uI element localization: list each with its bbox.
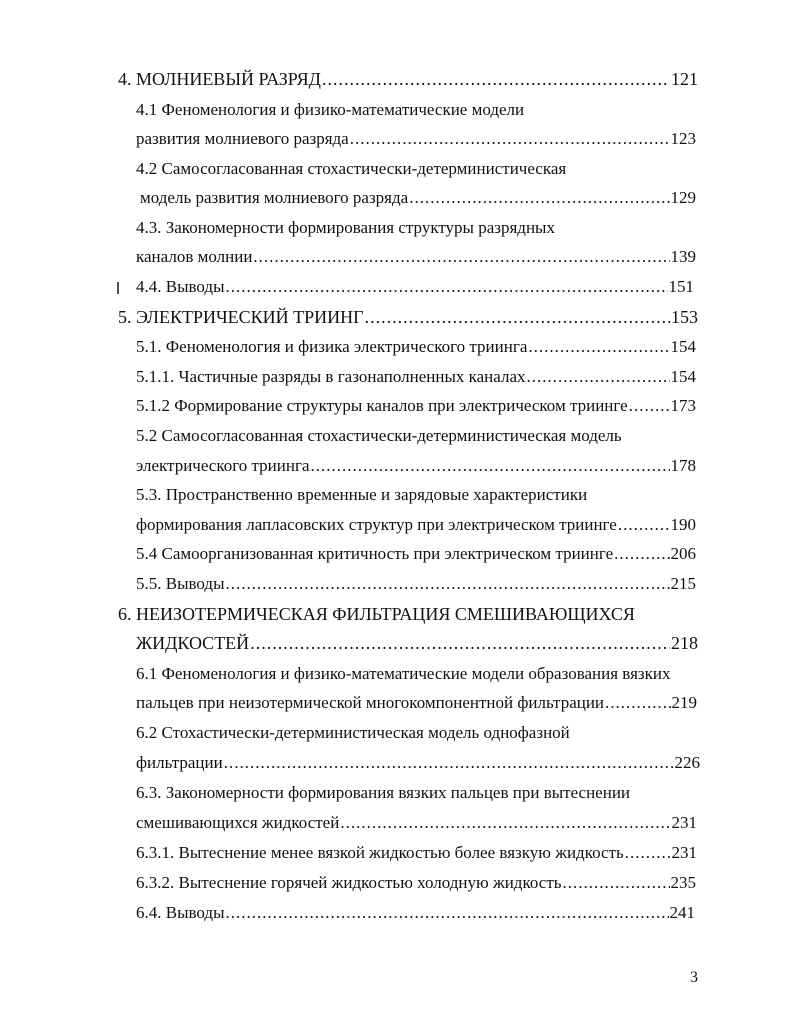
toc-entry-text: 5.5. Выводы (136, 574, 225, 593)
toc-entry-page: 231 (671, 813, 697, 832)
toc-entry-6-3 (136, 782, 630, 804)
toc-entry-6-2-cont (136, 752, 700, 774)
toc-entry-text: 5. ЭЛЕКТРИЧЕСКИЙ ТРИИНГ (118, 307, 364, 327)
toc-entry-6-1-cont (136, 692, 697, 714)
toc-entry-5-4 (136, 543, 696, 565)
toc-entry-text: 4.2 Самосогласованная стохастически-детерминистическая (136, 159, 567, 178)
toc-entry-4-3 (136, 217, 555, 239)
toc-entry-text: ЖИДКОСТЕЙ (136, 633, 250, 653)
toc-entry-4-1 (136, 99, 524, 121)
toc-entry-5-2-cont (136, 455, 696, 477)
toc-leader-dots (340, 812, 670, 834)
toc-entry-5-1-2 (136, 395, 696, 417)
toc-leader-dots (528, 336, 669, 358)
toc-entry-6-3-1 (136, 842, 697, 864)
toc-entry-text: 4.4. Выводы (136, 277, 225, 296)
toc-entry-text: 5.2 Самосогласованная стохастически-детерминистическая модель (136, 426, 622, 445)
toc-entry-page: 241 (669, 903, 695, 922)
toc-entry-text: фильтрации (136, 753, 223, 772)
toc-entry-chapter-4 (118, 68, 698, 90)
toc-entry-page: 154 (670, 367, 696, 386)
toc-entry-text: модель развития молниевого разряда (140, 188, 409, 207)
toc-entry-text: каналов молнии (136, 247, 253, 266)
toc-entry-text: 6.1 Феноменология и физико-математические модели образования вязких (136, 664, 671, 683)
toc-leader-dots (226, 573, 670, 595)
toc-entry-text: 4.3. Закономерности формирования структуры разрядных (136, 218, 555, 237)
toc-entry-text: пальцев при неизотермической многокомпонентной фильтрации (136, 693, 605, 712)
toc-leader-dots (226, 902, 669, 924)
toc-entry-text: 6. НЕИЗОТЕРМИЧЕСКАЯ ФИЛЬТРАЦИЯ СМЕШИВАЮЩИХСЯ (118, 604, 635, 624)
toc-entry-page: 215 (670, 574, 696, 593)
toc-entry-6-4 (136, 902, 695, 924)
toc-leader-dots (365, 306, 670, 328)
toc-leader-dots (618, 514, 670, 536)
toc-leader-dots (253, 246, 669, 268)
toc-leader-dots (409, 187, 669, 209)
toc-entry-page: 123 (670, 129, 696, 148)
toc-leader-dots (311, 455, 670, 477)
toc-entry-page: 190 (670, 515, 696, 534)
toc-entry-chapter-5 (118, 306, 698, 328)
toc-leader-dots (224, 752, 674, 774)
toc-entry-page: 219 (671, 693, 697, 712)
toc-entry-text: 5.3. Пространственно временные и зарядовые характеристики (136, 485, 588, 504)
toc-entry-text: смешивающихся жидкостей (136, 813, 340, 832)
toc-entry-text: 6.3.1. Вытеснение менее вязкой жидкостью более вязкую жидкость (136, 843, 624, 862)
toc-leader-dots (322, 68, 670, 90)
toc-entry-4-4 (136, 276, 694, 298)
toc-entry-text: развития молниевого разряда (136, 129, 349, 148)
toc-entry-page: 121 (671, 69, 698, 89)
toc-entry-text: 5.1. Феноменология и физика электрического триинга (136, 337, 528, 356)
toc-entry-6-1 (136, 663, 671, 685)
toc-entry-6-3-cont (136, 812, 697, 834)
toc-entry-text: 6.3.2. Вытеснение горячей жидкостью холодную жидкость (136, 873, 562, 892)
toc-entry-5-2 (136, 425, 622, 447)
toc-entry-text: электрического триинга (136, 456, 310, 475)
toc-entry-page: 206 (670, 544, 696, 563)
toc-entry-page: 226 (674, 753, 700, 772)
toc-entry-text: 5.4 Самоорганизованная критичность при электрическом триинге (136, 544, 614, 563)
toc-entry-page: 151 (668, 277, 694, 296)
toc-entry-page: 218 (671, 633, 698, 653)
toc-entry-6-3-2 (136, 872, 696, 894)
toc-entry-5-1 (136, 336, 696, 358)
toc-leader-dots (563, 872, 670, 894)
toc-entry-chapter-6-cont (136, 632, 698, 654)
toc-entry-text: 6.2 Стохастически-детерминистическая модель однофазной (136, 723, 570, 742)
toc-entry-page: 154 (670, 337, 696, 356)
toc-entry-text: 6.3. Закономерности формирования вязких пальцев при вытеснении (136, 783, 631, 802)
toc-entry-text: формирования лапласовских структур при электрическом триинге (136, 515, 617, 534)
toc-leader-dots (350, 128, 670, 150)
toc-entry-4-2-cont (140, 187, 696, 209)
toc-entry-5-3-cont (136, 514, 696, 536)
toc-leader-dots (250, 632, 670, 654)
toc-entry-page: 231 (671, 843, 697, 862)
toc-entry-4-1-cont (136, 128, 696, 150)
toc-entry-5-3 (136, 484, 587, 506)
toc-entry-page: 139 (670, 247, 696, 266)
toc-leader-dots (605, 692, 670, 714)
toc-entry-page: 153 (671, 307, 698, 327)
toc-entry-4-3-cont (136, 246, 696, 268)
toc-entry-4-2 (136, 158, 566, 180)
toc-entry-text: 5.1.2 Формирование структуры каналов при электрическом триинге (136, 396, 628, 415)
toc-entry-page: 235 (670, 873, 696, 892)
toc-entry-page: 178 (670, 456, 696, 475)
toc-leader-dots (226, 276, 668, 298)
toc-entry-6-2 (136, 722, 570, 744)
toc-entry-text: 5.1.1. Частичные разряды в газонаполненных каналах (136, 367, 526, 386)
toc-entry-5-5 (136, 573, 696, 595)
toc-entry-text: 6.4. Выводы (136, 903, 225, 922)
toc-entry-text: 4. МОЛНИЕВЫЙ РАЗРЯД (118, 69, 321, 89)
toc-entry-page: 173 (670, 396, 696, 415)
toc-entry-page: 129 (670, 188, 696, 207)
toc-leader-dots (614, 543, 669, 565)
toc-leader-dots (527, 366, 670, 388)
toc-leader-dots (629, 395, 670, 417)
toc-entry-5-1-1 (136, 366, 696, 388)
page-number: 3 (690, 969, 698, 986)
scan-mark (117, 282, 119, 294)
toc-leader-dots (625, 842, 671, 864)
toc-entry-text: 4.1 Феноменология и физико-математические модели (136, 100, 525, 119)
toc-entry-chapter-6 (118, 603, 635, 625)
